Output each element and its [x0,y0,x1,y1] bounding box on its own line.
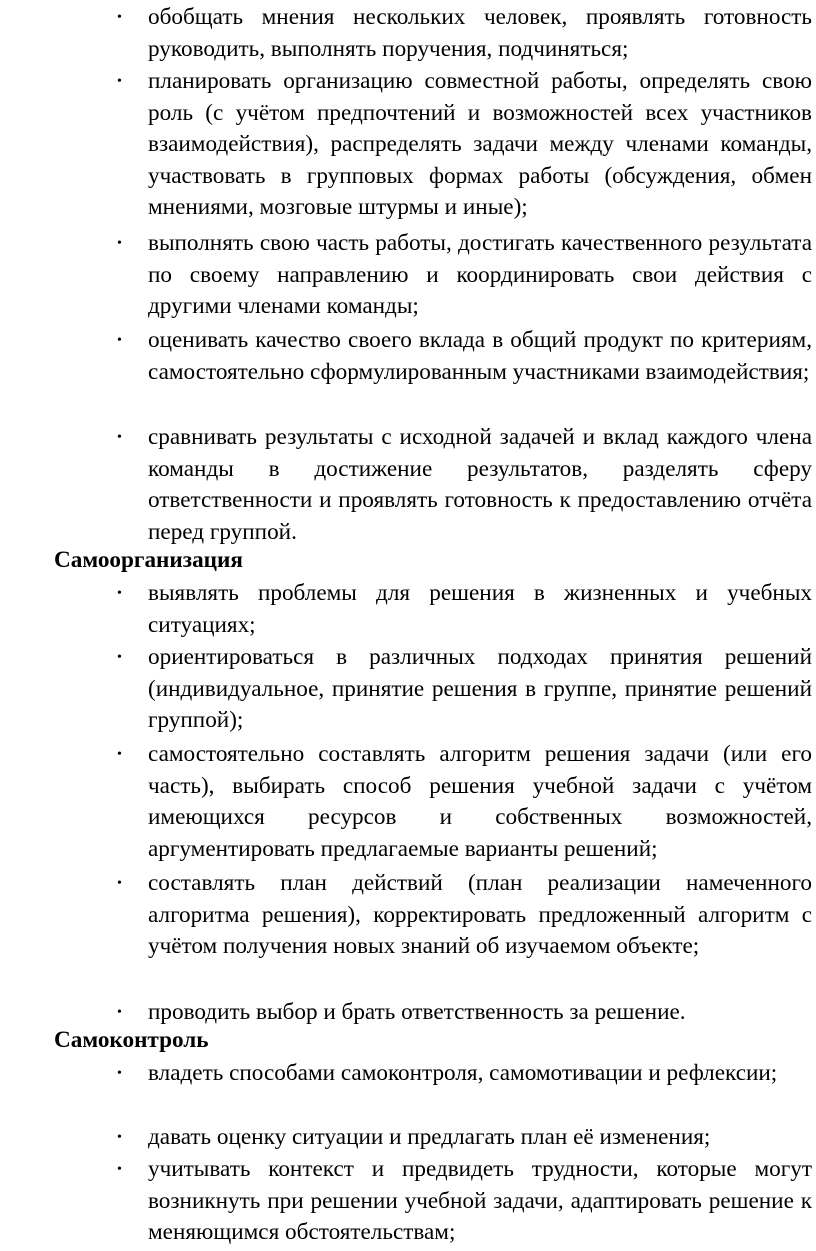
list-item-text: давать оценку ситуации и предлагать план её изменения; [148,1124,711,1150]
list-item [0,228,816,325]
list-item-text: самостоятельно составлять алгоритм решения задачи (или его часть), выбирать способ решения учебной задачи с учётом имеющихся ресурсов и собственных возможностей, аргументировать предлагаемые варианты решений; [148,741,812,862]
list-item [0,868,816,997]
bullet-icon: • [117,1130,122,1145]
bullet-icon: • [117,10,122,25]
bullet-icon: • [117,74,122,89]
list-item-text: учитывать контекст и предвидеть трудности, которые могут возникнуть при решении учебной задачи, адаптировать решение к меняющимся обстоятельствам; [148,1156,812,1245]
list-item [0,1058,816,1122]
bullet-icon: • [117,333,122,348]
bullet-icon: • [117,430,122,445]
list-item-text: составлять план действий (план реализации намеченного алгоритма решения), корректировать предложенный алгоритм с учётом получения новых знаний об изучаемом объекте; [148,870,812,959]
list-item-text: владеть способами самоконтроля, самомотивации и рефлексии; [148,1060,778,1086]
list-item [0,422,816,548]
list-item [0,2,816,66]
list-item [0,739,816,868]
list-item-text: ориентироваться в различных подходах принятия решений (индивидуальное, принятие решения в группе, принятие решений группой); [148,644,812,733]
bullet-icon: • [117,1066,122,1081]
bullet-icon: • [117,876,122,891]
list-item-text: сравнивать результаты с исходной задачей и вклад каждого члена команды в достижение результатов, разделять сферу ответственности и проявлять готовность к предоставлению отчёта перед группой. [148,424,812,545]
bullet-icon: • [117,586,122,601]
list-item-text: планировать организацию совместной работы, определять свою роль (с учётом предпочтений и возможностей всех участников взаимодействия), распределять задачи между членами команды, участвовать в групповых формах работы (обсуждения, обмен мнениями, мозговые штурмы и иные); [148,68,812,220]
list-item [0,66,816,228]
list-item [0,578,816,642]
list-item [0,325,816,422]
intro-list [0,2,816,548]
bullet-icon: • [117,747,122,762]
list-item-text: оценивать качество своего вклада в общий продукт по критериям, самостоятельно сформулированным участниками взаимодействия; [148,327,812,385]
list-item [0,642,816,739]
list-item-text: выявлять проблемы для решения в жизненных и учебных ситуациях; [148,580,812,638]
section-heading-self-organization: Самоорганизация [54,547,243,573]
list-item [0,1154,816,1251]
list-item-text: обобщать мнения нескольких человек, проявлять готовность руководить, выполнять поручения, подчиняться; [148,4,812,62]
self-organization-list [0,578,816,1029]
bullet-icon: • [117,236,122,251]
bullet-icon: • [117,1162,122,1177]
bullet-icon: • [117,1005,122,1020]
list-item-text: выполнять свою часть работы, достигать качественного результата по своему направлению и координировать свои действия с другими членами команды; [148,230,812,319]
list-item-text: проводить выбор и брать ответственность за решение. [148,999,686,1025]
list-item [0,1122,816,1154]
bullet-icon: • [117,650,122,665]
section-heading-self-control: Самоконтроль [54,1027,209,1053]
self-control-list [0,1058,816,1251]
